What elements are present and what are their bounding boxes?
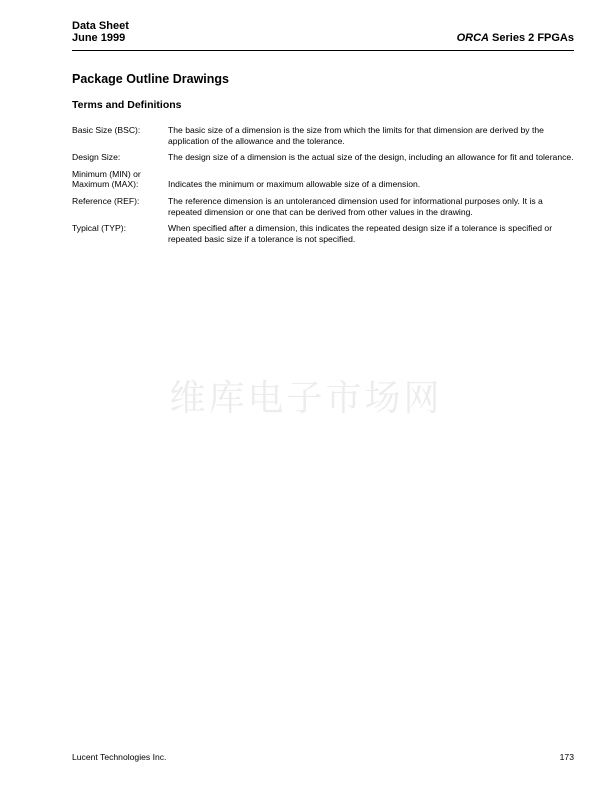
header-doc-type: Data Sheet	[72, 20, 129, 32]
term-name	[72, 196, 168, 217]
header-product-rest: Series 2 FPGAs	[489, 32, 574, 44]
term-name	[72, 223, 168, 244]
term-name	[72, 169, 168, 190]
header-date: June 1999	[72, 32, 126, 44]
term-row-reference	[72, 196, 577, 217]
subsection-title: Terms and Definitions	[72, 99, 182, 111]
term-name-line1: Minimum (MIN) or	[72, 168, 141, 179]
term-row-typical	[72, 223, 577, 244]
header-divider	[72, 50, 574, 51]
header-product	[457, 32, 574, 44]
header-doc-info	[72, 20, 129, 44]
term-row-min-max	[72, 169, 577, 190]
term-definition: Indicates the minimum or maximum allowable size of a dimension.	[168, 179, 421, 190]
header-product-italic: ORCA	[456, 32, 489, 44]
term-name	[72, 152, 168, 163]
term-name-text: Typical (TYP):	[72, 223, 126, 234]
term-name-line2: Maximum (MAX):	[72, 179, 139, 190]
terms-list	[72, 125, 577, 250]
term-row-design-size	[72, 152, 577, 163]
term-name-text: Reference (REF):	[72, 195, 140, 206]
term-name-text: Design Size:	[72, 152, 121, 163]
section-title: Package Outline Drawings	[72, 72, 229, 86]
term-name	[72, 125, 168, 146]
term-definition: When specified after a dimension, this indicates the repeated design size if a tolerance is specified or repeated basic size if a tolerance is not specified.	[168, 223, 553, 244]
footer-page-number: 173	[559, 752, 574, 762]
term-definition: The basic size of a dimension is the size from which the limits for that dimension are derived by the application of the allowance and the tolerance.	[168, 125, 544, 146]
term-definition: The design size of a dimension is the actual size of the design, including an allowance for fit and tolerance.	[168, 152, 574, 163]
term-definition: The reference dimension is an untoleranced dimension used for informational purposes only. It is a repeated dimension or one that can be derived from other values in the drawing.	[168, 195, 543, 217]
watermark: 维库电子市场网	[169, 378, 443, 419]
term-name-text: Basic Size (BSC):	[72, 125, 141, 135]
footer-company: Lucent Technologies Inc.	[72, 752, 167, 762]
term-row-basic-size	[72, 125, 577, 146]
